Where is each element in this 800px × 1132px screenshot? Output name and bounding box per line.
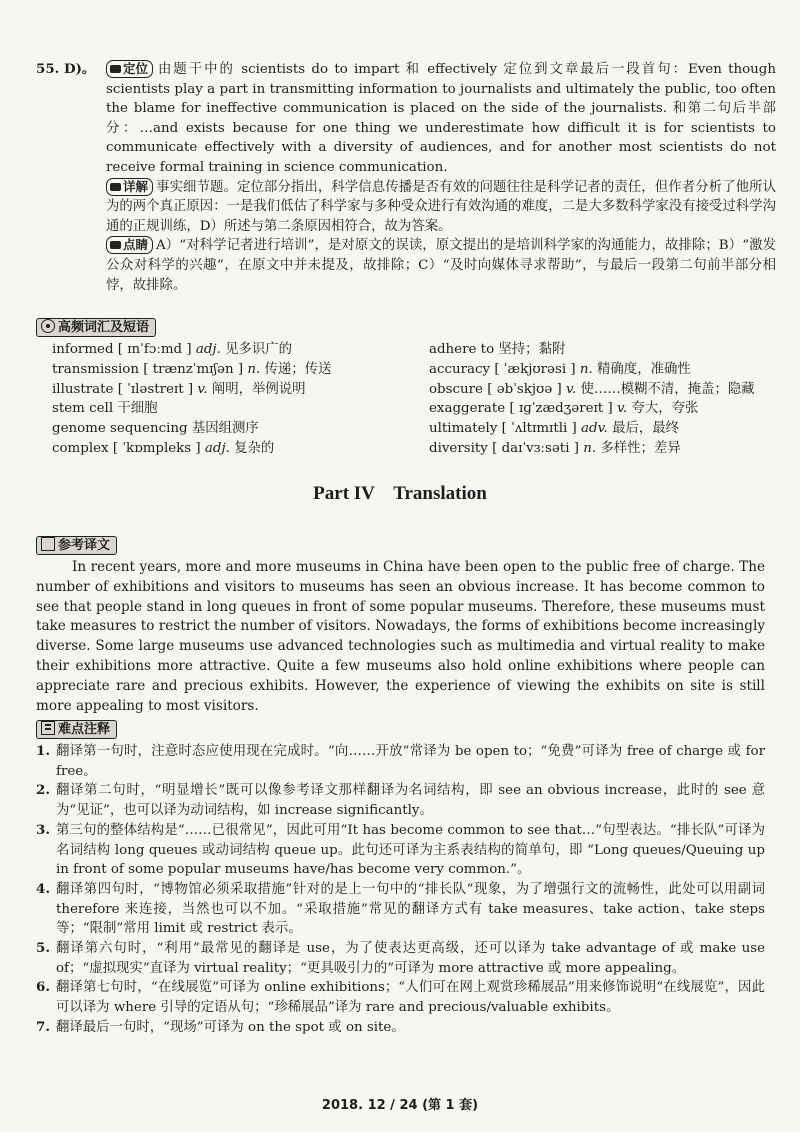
point-tag: 点睛 [106, 236, 153, 254]
vocab-word: adhere to [429, 342, 495, 357]
vocab-pronunciation: [ ˈʌltɪmɪtli ] [501, 421, 577, 437]
vocab-part-of-speech: n. [579, 361, 593, 377]
note-text: 翻译最后一句时，“现场”可译为 on the spot 或 on site。 [56, 1019, 405, 1035]
vocab-column-left [52, 340, 412, 459]
vocab-pronunciation: [ ˈækjʊrəsi ] [494, 361, 576, 377]
note-text: 翻译第一句时，注意时态应使用现在完成时。“向……开放”常译为 be open to；“免费”可译为 free of charge 或 for free。 [56, 744, 765, 779]
vocab-meaning: 夸大，夸张 [631, 401, 699, 417]
vocab-part-of-speech: n. [583, 440, 597, 456]
question-55-body [106, 60, 776, 295]
detail-tag: 详解 [106, 178, 153, 196]
note-item [36, 880, 765, 939]
vocab-pronunciation: [ əbˈskjʊə ] [487, 381, 562, 397]
vocab-meaning: 使……模糊不清，掩盖；隐藏 [580, 381, 755, 397]
note-item [36, 781, 765, 820]
note-item [36, 978, 765, 1017]
note-number: 6. [36, 979, 50, 996]
note-text: 第三句的整体结构是“……已很常见”，因此可用“It has become common to see that…”句型表达。“排长队”可译为名词结构 long queues 或动词结构 queue up。此句还可译为主系表结构的简单句，即 “Long queues/Queuing up in front of some popular museums have/has become very common.”。 [56, 822, 765, 878]
vocab-word: exaggerate [429, 401, 506, 417]
vocab-meaning: 干细胞 [117, 401, 158, 417]
note-number: 4. [36, 880, 50, 897]
page-footer: 2018. 12 / 24 (第 1 套) [321, 1098, 479, 1113]
locate-paragraph: 定位 由题干中的 scientists do to impart 和 effectively 定位到文章最后一段首句：Even though scientists play a part in transmitting information to journalists and ultimately the public, too often the blame for ineffective communication is placed on the side of the journalists. 和第二句后半部分：…and exists because for one thing we underestimate how difficult it is for scientists to communicate effectively with a diversity of audiences, and for another most scientists do not receive formal training in science communication. [106, 61, 776, 175]
vocab-part-of-speech: adv. [581, 421, 608, 437]
note-number: 3. [36, 821, 50, 838]
vocab-item [52, 380, 412, 400]
vocab-word: diversity [429, 440, 488, 456]
detail-paragraph: 详解 事实细节题。定位部分指出，科学信息传播是否有效的问题往往是科学记者的责任，但作者分析了他所认为的两个真正原因：一是我们低估了科学家与多种受众进行有效沟通的难度，二是大多数科学家没有接受过科学沟通的正规训练，D）所述与第二条原因相符合，故为答案。 [106, 178, 776, 234]
vocab-meaning: 见多识广的 [225, 342, 293, 357]
vocab-meaning: 基因组测序 [191, 421, 259, 437]
document-icon [41, 537, 55, 551]
vocab-pronunciation: [ daɪˈvɜːsəti ] [492, 440, 579, 456]
vocab-pronunciation: [ ɪnˈfɔːmd ] [117, 342, 192, 357]
point-paragraph: 点睛 A）“对科学记者进行培训”，是对原文的误读，原文提出的是培训科学家的沟通能力，故排除；B）“激发公众对科学的兴趣”，在原文中并未提及，故排除；C）“及时向媒体寻求帮助”，与最后一段第二句前半部分相悖，故排除。 [106, 237, 776, 293]
notes-list [36, 742, 765, 1038]
note-item [36, 939, 765, 978]
note-number: 7. [36, 1018, 50, 1035]
question-number: 55. D)。 [36, 61, 96, 77]
note-item [36, 742, 765, 781]
note-text: 翻译第四句时，“博物馆必须采取措施”针对的是上一句中的“排长队”现象，为了增强行文的流畅性，此处可以用副词 therefore 来连接，当然也可以不加。“采取措施”常见的翻译方式有 take measures、take action、take steps 等；“限制”常用 limit 或 restrict 表示。 [56, 881, 765, 937]
note-number: 1. [36, 743, 50, 759]
vocab-word: stem cell [52, 401, 114, 417]
vocab-item [52, 340, 412, 360]
vocab-meaning: 传递；传送 [264, 361, 332, 377]
note-item [36, 1018, 765, 1038]
vocab-word: ultimately [429, 421, 498, 437]
vocab-meaning: 坚持；黏附 [498, 342, 566, 357]
note-text: 翻译第二句时，“明显增长”既可以像参考译文那样翻译为名词结构，即 see an obvious increase，此时的 see 意为“见证”，也可以译为动词结构，如 increase significantly。 [56, 783, 765, 819]
vocab-word: complex [52, 440, 109, 456]
list-icon [41, 721, 55, 735]
vocab-part-of-speech: v. [566, 381, 577, 397]
clock-icon [41, 319, 55, 333]
vocab-meaning: 精确度，准确性 [597, 361, 691, 377]
vocab-item [429, 380, 789, 400]
vocab-word: accuracy [429, 361, 491, 377]
vocab-pronunciation: [ ɪɡˈzædʒəreɪt ] [509, 401, 613, 417]
vocab-item [429, 419, 789, 439]
vocab-part-of-speech: v. [616, 401, 628, 417]
vocab-item [429, 360, 789, 380]
vocab-item [429, 399, 789, 419]
vocab-item [52, 419, 412, 439]
note-text: 翻译第六句时，“利用”最常见的翻译是 use，为了使表达更高级，还可以译为 take advantage of 或 make use of；“虚拟现实”直译为 virtual reality；“更具吸引力的”可译为 more attractive 或 more appealing。 [56, 941, 765, 976]
note-text: 翻译第七句时，“在线展览”可译为 online exhibitions；“人们可在网上观赏珍稀展品”用来修饰说明“在线展览”，因此可以译为 where 引导的定语从句；“珍稀展品”译为 rare and precious/valuable exhibits。 [56, 980, 765, 1016]
vocab-pronunciation: [ trænzˈmɪʃən ] [143, 361, 244, 377]
reference-section-header: 参考译文 [36, 536, 117, 555]
note-item [36, 821, 765, 880]
note-number: 2. [36, 782, 50, 799]
note-number: 5. [36, 940, 50, 957]
vocab-section-header: 高频词汇及短语 [36, 318, 156, 337]
reference-translation: In recent years, more and more museums in China have been open to the public free of charge. The number of exhibitions and visitors to museums has seen an obvious increase. It has become common to see that people stand in long queues in front of some popular museums. Therefore, these museums must take measures to restrict the number of visitors. Nowadays, the forms of exhibitions become increasingly diverse. Some large museums use advanced technologies such as multimedia and virtual reality to make their exhibitions more attractive. Quite a few museums also hold online exhibitions where people can appreciate rare and precious exhibits. However, the experience of viewing the exhibits on site is still more appealing to most visitors. [36, 559, 765, 714]
question-55-explanation [36, 60, 776, 295]
vocab-meaning: 多样性；差异 [600, 440, 681, 456]
vocab-item [52, 439, 412, 459]
notes-section-header: 难点注释 [36, 720, 117, 739]
vocab-meaning: 最后，最终 [612, 421, 680, 437]
vocab-part-of-speech: v. [197, 381, 208, 397]
vocab-word: transmission [52, 361, 139, 377]
vocab-item [429, 340, 789, 360]
vocab-item [52, 399, 412, 419]
vocab-word: informed [52, 342, 114, 357]
book-icon [110, 241, 121, 249]
locate-tag: 定位 [106, 60, 153, 78]
vocab-meaning: 阐明，举例说明 [211, 381, 306, 397]
vocab-part-of-speech: adj. [195, 342, 221, 357]
vocab-word: genome sequencing [52, 421, 188, 437]
vocab-part-of-speech: n. [247, 361, 261, 377]
part-title: Part IV Translation [313, 483, 487, 504]
vocab-part-of-speech: adj. [204, 440, 230, 456]
book-icon [110, 65, 121, 73]
vocab-word: obscure [429, 381, 483, 397]
book-icon [110, 183, 121, 191]
vocab-pronunciation: [ ˈɪləstreɪt ] [117, 381, 194, 397]
vocab-item [429, 439, 789, 459]
vocab-item [52, 360, 412, 380]
vocab-column-right [429, 340, 789, 459]
vocab-pronunciation: [ ˈkɒmpleks ] [112, 440, 201, 456]
vocab-meaning: 复杂的 [234, 440, 275, 456]
vocab-word: illustrate [52, 381, 114, 397]
